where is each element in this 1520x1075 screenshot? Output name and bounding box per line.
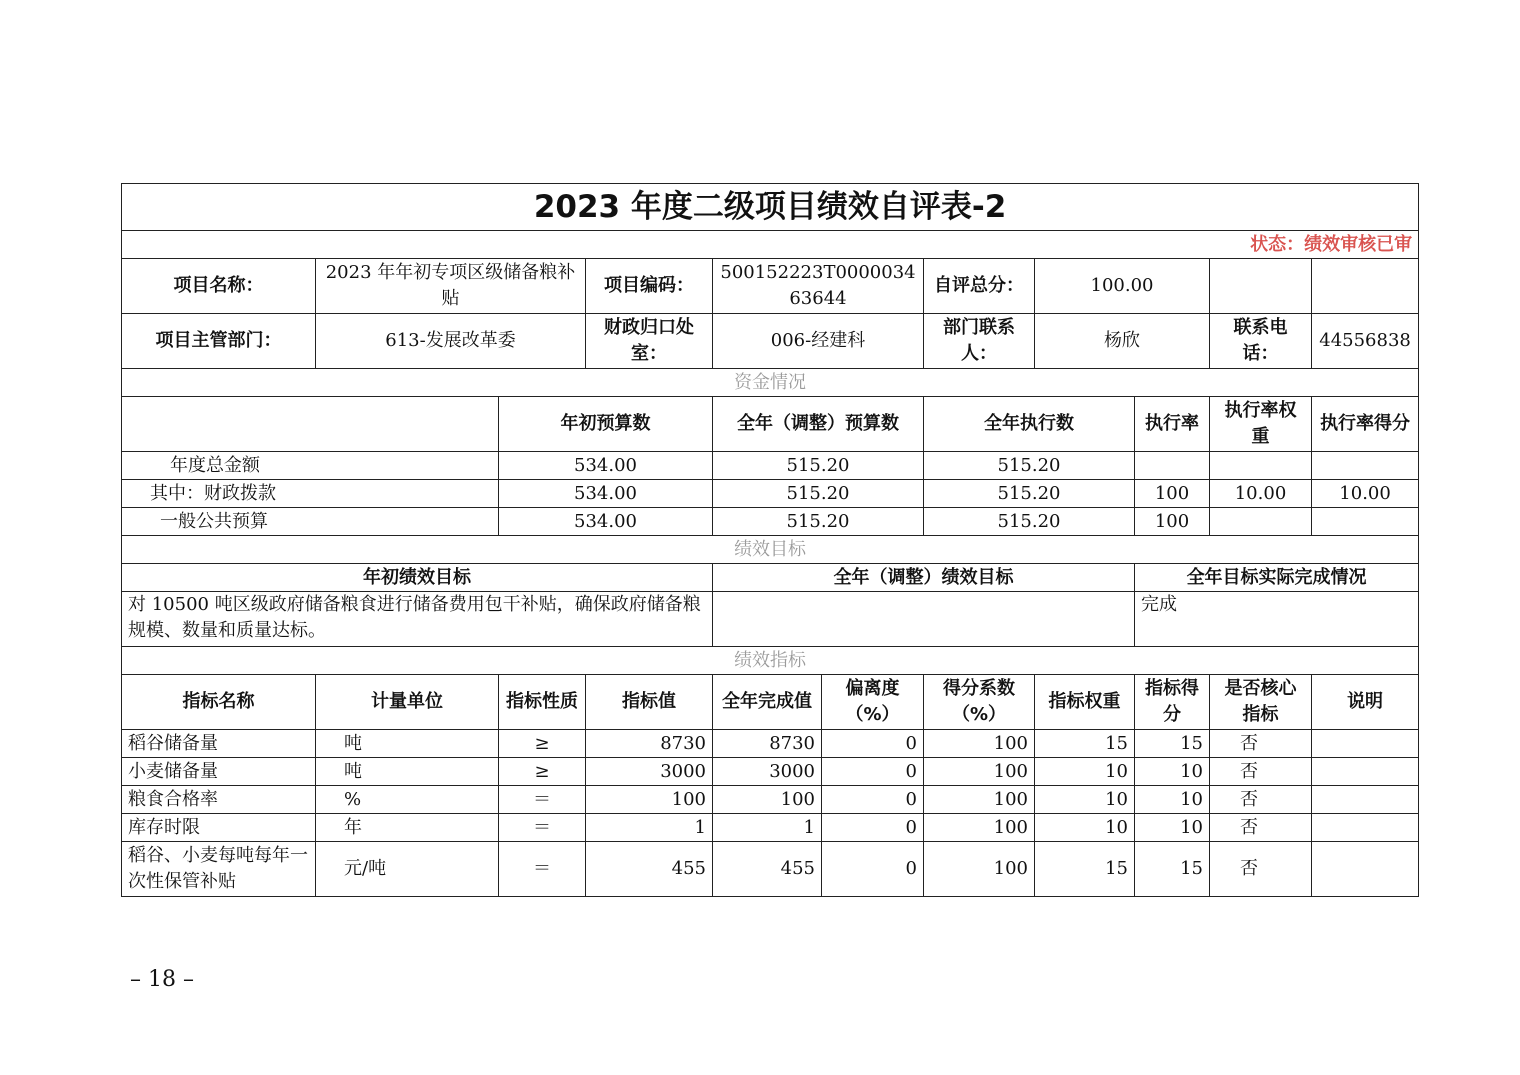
ind-header-coef: 得分系数（%） [924,675,1035,730]
funds-rate [1135,452,1210,480]
table-row [122,814,1419,842]
ind-header-deviation: 偏离度（%） [822,675,924,730]
ind-target: 100 [586,786,713,814]
funds-executed: 515.20 [924,452,1135,480]
ind-coef: 100 [924,730,1035,758]
page-number: – 18 – [130,967,194,992]
table-row [122,786,1419,814]
score-label: 自评总分： [924,259,1035,314]
funds-executed: 515.20 [924,480,1135,508]
funds-weight [1210,508,1312,536]
goals-header-adjusted: 全年（调整）绩效目标 [713,564,1135,592]
ind-score: 10 [1135,814,1210,842]
indicators-section-title: 绩效指标 [122,647,1419,675]
ind-deviation: 0 [822,814,924,842]
funds-executed: 515.20 [924,508,1135,536]
ind-weight: 10 [1035,814,1135,842]
table-row [122,480,1419,508]
ind-header-name: 指标名称 [122,675,316,730]
goals-actual-text: 完成 [1135,592,1419,647]
ind-core: 否 [1210,758,1312,786]
project-name-value: 2023 年年初专项区级储备粮补贴 [316,259,586,314]
ind-target: 3000 [586,758,713,786]
ind-actual: 8730 [713,730,822,758]
ind-deviation: 0 [822,758,924,786]
ind-actual: 100 [713,786,822,814]
funds-adjusted: 515.20 [713,480,924,508]
ind-score: 15 [1135,730,1210,758]
project-name-label: 项目名称： [122,259,316,314]
ind-coef: 100 [924,786,1035,814]
dept-label: 项目主管部门： [122,314,316,369]
funds-initial: 534.00 [499,452,713,480]
empty-cell [122,397,499,452]
ind-note [1312,758,1419,786]
ind-core: 否 [1210,730,1312,758]
ind-note [1312,842,1419,897]
funds-row-label: 年度总金额 [122,452,499,480]
ind-header-score: 指标得分 [1135,675,1210,730]
status-badge: 状态：绩效审核已审 [122,231,1419,259]
funds-initial: 534.00 [499,508,713,536]
goals-adjusted-text [713,592,1135,647]
funds-row-label: 其中：财政拨款 [122,480,499,508]
goals-header-actual: 全年目标实际完成情况 [1135,564,1419,592]
ind-deviation: 0 [822,842,924,897]
ind-unit: 吨 [316,730,499,758]
ind-actual: 3000 [713,758,822,786]
ind-core: 否 [1210,842,1312,897]
ind-score: 15 [1135,842,1210,897]
funds-header-rate: 执行率 [1135,397,1210,452]
ind-deviation: 0 [822,786,924,814]
funds-rate: 100 [1135,480,1210,508]
table-row [122,842,1419,897]
ind-deviation: 0 [822,730,924,758]
finance-value: 006-经建科 [713,314,924,369]
ind-note [1312,814,1419,842]
goals-header-initial: 年初绩效目标 [122,564,713,592]
ind-header-core: 是否核心指标 [1210,675,1312,730]
funds-header-adjusted: 全年（调整）预算数 [713,397,924,452]
table-row [122,730,1419,758]
funds-header-weight: 执行率权重 [1210,397,1312,452]
ind-target: 455 [586,842,713,897]
funds-adjusted: 515.20 [713,508,924,536]
ind-note [1312,730,1419,758]
ind-name: 小麦储备量 [122,758,316,786]
funds-adjusted: 515.20 [713,452,924,480]
funds-initial: 534.00 [499,480,713,508]
ind-header-nature: 指标性质 [499,675,586,730]
project-code-value: 500152223T000003463644 [713,259,924,314]
ind-coef: 100 [924,814,1035,842]
ind-nature: ＝ [499,842,586,897]
funds-score: 10.00 [1312,480,1419,508]
ind-weight: 10 [1035,786,1135,814]
ind-target: 1 [586,814,713,842]
ind-actual: 1 [713,814,822,842]
ind-core: 否 [1210,786,1312,814]
funds-weight [1210,452,1312,480]
goals-initial-text: 对 10500 吨区级政府储备粮食进行储备费用包干补贴，确保政府储备粮规模、数量和质量达标。 [122,592,713,647]
ind-name: 库存时限 [122,814,316,842]
ind-header-weight: 指标权重 [1035,675,1135,730]
funds-row-label: 一般公共预算 [122,508,499,536]
contact-value: 杨欣 [1035,314,1210,369]
ind-weight: 15 [1035,730,1135,758]
ind-header-actual: 全年完成值 [713,675,822,730]
empty-cell [1210,259,1312,314]
table-row [122,452,1419,480]
ind-header-note: 说明 [1312,675,1419,730]
ind-name: 粮食合格率 [122,786,316,814]
funds-header-initial: 年初预算数 [499,397,713,452]
contact-label: 部门联系人： [924,314,1035,369]
phone-value: 44556838 [1312,314,1419,369]
dept-value: 613-发展改革委 [316,314,586,369]
funds-section-title: 资金情况 [122,369,1419,397]
ind-note [1312,786,1419,814]
performance-table [121,183,1419,897]
funds-header-executed: 全年执行数 [924,397,1135,452]
table-row [122,508,1419,536]
ind-actual: 455 [713,842,822,897]
ind-coef: 100 [924,842,1035,897]
ind-unit: % [316,786,499,814]
ind-unit: 吨 [316,758,499,786]
ind-coef: 100 [924,758,1035,786]
ind-name: 稻谷、小麦每吨每年一次性保管补贴 [122,842,316,897]
funds-header-score: 执行率得分 [1312,397,1419,452]
ind-weight: 10 [1035,758,1135,786]
ind-weight: 15 [1035,842,1135,897]
ind-nature: ≥ [499,758,586,786]
ind-nature: ＝ [499,814,586,842]
page-title: 2023 年度二级项目绩效自评表-2 [122,184,1419,231]
funds-weight: 10.00 [1210,480,1312,508]
funds-score [1312,452,1419,480]
finance-label: 财政归口处室： [586,314,713,369]
goals-section-title: 绩效目标 [122,536,1419,564]
ind-core: 否 [1210,814,1312,842]
ind-nature: ≥ [499,730,586,758]
ind-name: 稻谷储备量 [122,730,316,758]
project-code-label: 项目编码： [586,259,713,314]
score-value: 100.00 [1035,259,1210,314]
ind-header-target: 指标值 [586,675,713,730]
funds-rate: 100 [1135,508,1210,536]
phone-label: 联系电话： [1210,314,1312,369]
ind-score: 10 [1135,758,1210,786]
ind-nature: ＝ [499,786,586,814]
ind-score: 10 [1135,786,1210,814]
empty-cell [1312,259,1419,314]
ind-target: 8730 [586,730,713,758]
funds-score [1312,508,1419,536]
ind-header-unit: 计量单位 [316,675,499,730]
ind-unit: 年 [316,814,499,842]
ind-unit: 元/吨 [316,842,499,897]
table-row [122,758,1419,786]
